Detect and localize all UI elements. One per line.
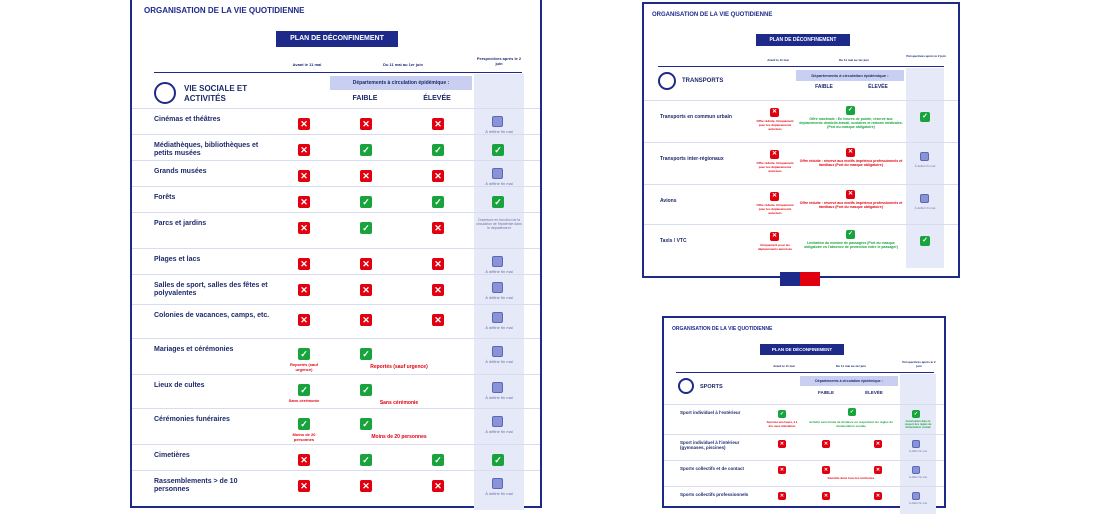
col-high: ÉLEVÉE xyxy=(865,390,883,395)
table-row xyxy=(132,374,540,408)
cross-icon: ✕ xyxy=(779,441,785,447)
check-icon: ✓ xyxy=(360,196,372,208)
col-period: Du 11 mai au 1er juin xyxy=(383,62,423,67)
calendar-icon xyxy=(492,282,503,293)
cross-icon: ✕ xyxy=(847,149,854,155)
cross-icon: ✕ xyxy=(432,284,444,296)
cross-icon: ✕ xyxy=(360,314,372,326)
cross-icon: ✕ xyxy=(360,480,372,492)
check-icon: ✓ xyxy=(492,454,504,466)
row-label: Plages et lacs xyxy=(154,256,201,263)
calendar-icon xyxy=(492,478,503,489)
before-note: Offre réduite. Uniquement pour les déplacements autorisés xyxy=(756,161,794,173)
calendar-icon xyxy=(912,466,920,474)
row-label: Sport individuel à l'extérieur xyxy=(680,410,741,415)
row-label: Salles de sport, salles des fêtes et polyvalentes xyxy=(154,282,268,298)
section-title: SPORTS xyxy=(700,384,723,390)
cross-icon: ✕ xyxy=(298,118,310,130)
row-label: Transports en commun urbain xyxy=(660,114,732,120)
check-icon: ✓ xyxy=(432,196,444,208)
check-icon: ✓ xyxy=(492,196,504,208)
row-label: Lieux de cultes xyxy=(154,382,205,389)
col-period: Du 11 mai au 1er juin xyxy=(836,364,866,368)
define-note: À définir fin mai xyxy=(485,491,513,496)
check-icon: ✓ xyxy=(360,222,372,234)
check-icon: ✓ xyxy=(920,112,930,122)
col-before: Avant le 11 mai xyxy=(767,58,789,62)
plan-title: PLAN DE DÉCONFINEMENT xyxy=(756,34,850,46)
check-icon: ✓ xyxy=(779,411,785,417)
cross-icon: ✕ xyxy=(298,196,310,208)
define-note: À définir fin mai xyxy=(485,429,513,434)
check-icon: ✓ xyxy=(298,384,310,396)
define-note: À définir fin mai xyxy=(914,164,936,168)
cross-icon: ✕ xyxy=(432,118,444,130)
table-row xyxy=(132,338,540,374)
cross-icon: ✕ xyxy=(360,258,372,270)
check-icon: ✓ xyxy=(847,231,854,237)
cross-icon: ✕ xyxy=(432,314,444,326)
period-note: Moins de 20 personnes xyxy=(371,434,427,440)
republic-logo xyxy=(780,272,820,286)
calendar-icon xyxy=(492,346,503,357)
define-note: À définir fin mai xyxy=(909,502,927,505)
dept-box: Départements à circulation épidémique : xyxy=(796,70,904,81)
dept-box: Départements à circulation épidémique : xyxy=(800,376,898,386)
check-icon: ✓ xyxy=(360,454,372,466)
cross-icon: ✕ xyxy=(432,222,444,234)
persp-note: Autorisation dans le respect des règles de distanciation sociale xyxy=(904,420,932,429)
check-icon: ✓ xyxy=(298,418,310,430)
check-icon: ✓ xyxy=(360,348,372,360)
calendar-icon xyxy=(492,382,503,393)
cross-icon: ✕ xyxy=(823,467,829,473)
col-low: FAIBLE xyxy=(352,95,378,102)
plan-title: PLAN DE DÉCONFINEMENT xyxy=(760,344,844,355)
row-label: Cimetières xyxy=(154,452,190,459)
cross-icon: ✕ xyxy=(298,480,310,492)
col-low: FAIBLE xyxy=(815,84,833,90)
cross-icon: ✕ xyxy=(823,493,829,499)
cross-icon: ✕ xyxy=(298,454,310,466)
cross-icon: ✕ xyxy=(360,118,372,130)
calendar-icon xyxy=(492,416,503,427)
period-note: Sans cérémonie xyxy=(379,400,419,406)
row-label: Cinémas et théâtres xyxy=(154,116,221,123)
check-icon: ✓ xyxy=(360,144,372,156)
col-persp: Perspectives après le 2 juin xyxy=(902,360,936,368)
sheet-header: ORGANISATION DE LA VIE QUOTIDIENNE xyxy=(672,326,773,332)
section-badge-icon xyxy=(154,82,176,104)
sheet-transports xyxy=(642,2,960,278)
cross-icon: ✕ xyxy=(771,233,778,239)
table-row xyxy=(132,408,540,444)
sheet-header: ORGANISATION DE LA VIE QUOTIDIENNE xyxy=(652,12,773,18)
period-note: Limitation du nombre de passagers (Port du masque obligatoire en l'absence de protection entre le passager) xyxy=(804,241,898,249)
define-note: À définir fin mai xyxy=(485,295,513,300)
period-note: Offre maximale : En heures de pointe, réservé aux déplacements domicile-travail, scolaires et raisons médicales. (Port du masque obligatoire) xyxy=(799,117,903,129)
sheet-vie-sociale xyxy=(130,0,542,508)
table-row xyxy=(132,304,540,338)
section-badge-icon xyxy=(678,378,694,394)
row-label: Taxis / VTC xyxy=(660,238,687,244)
col-persp: Perspectives après le 2 juin xyxy=(906,54,946,58)
table-row xyxy=(664,460,944,486)
row-label: Rassemblements > de 10 personnes xyxy=(154,478,238,494)
check-icon: ✓ xyxy=(492,144,504,156)
cross-icon: ✕ xyxy=(298,170,310,182)
row-label: Médiathèques, bibliothèques et petits musées xyxy=(154,142,259,158)
calendar-icon xyxy=(920,152,929,161)
define-note: À définir fin mai xyxy=(485,359,513,364)
cross-icon: ✕ xyxy=(298,284,310,296)
cross-icon: ✕ xyxy=(432,480,444,492)
calendar-icon xyxy=(912,492,920,500)
define-note: À définir fin mai xyxy=(485,129,513,134)
section-badge-icon xyxy=(658,72,676,90)
check-icon: ✓ xyxy=(432,454,444,466)
before-note: Autorisé une heure, à 1 km, avec attestation xyxy=(766,420,798,428)
calendar-icon xyxy=(492,116,503,127)
row-label: Parcs et jardins xyxy=(154,220,207,227)
col-period: Du 11 mai au 1er juin xyxy=(839,58,869,62)
check-icon: ✓ xyxy=(913,411,919,417)
cross-icon: ✕ xyxy=(298,258,310,270)
calendar-icon xyxy=(492,312,503,323)
check-icon: ✓ xyxy=(920,236,930,246)
check-icon: ✓ xyxy=(847,107,854,113)
col-before: Avant le 11 mai xyxy=(292,62,322,67)
define-note: À définir fin mai xyxy=(914,206,936,210)
cross-icon: ✕ xyxy=(771,151,778,157)
table-row xyxy=(664,404,944,434)
col-persp: Perspectives après le 2 juin xyxy=(476,56,522,66)
row-label: Transports inter-régionaux xyxy=(660,156,724,162)
calendar-icon xyxy=(492,256,503,267)
cross-icon: ✕ xyxy=(875,493,881,499)
row-label: Avions xyxy=(660,198,677,204)
cross-icon: ✕ xyxy=(298,144,310,156)
row-label: Grands musées xyxy=(154,168,207,175)
sheet-header: ORGANISATION DE LA VIE QUOTIDIENNE xyxy=(144,6,305,15)
row-label: Sports collectifs et de contact xyxy=(680,466,745,471)
period-note: Reportés (sauf urgence) xyxy=(370,364,428,370)
check-icon: ✓ xyxy=(298,348,310,360)
define-note: À définir fin mai xyxy=(909,476,927,479)
calendar-icon xyxy=(912,440,920,448)
period-note: Activité sans limite de distance en respectant les règles de distanciation sociale xyxy=(809,420,893,428)
before-note: Offre réduite. Uniquement pour les déplacements autorisés xyxy=(756,119,794,131)
cross-icon: ✕ xyxy=(875,467,881,473)
calendar-icon xyxy=(920,194,929,203)
define-note: À définir fin mai xyxy=(485,395,513,400)
cross-icon: ✕ xyxy=(779,467,785,473)
sheet-sports xyxy=(662,316,946,508)
row-label: Mariages et cérémonies xyxy=(154,346,234,353)
col-high: ÉLEVÉE xyxy=(423,95,451,102)
check-icon: ✓ xyxy=(432,144,444,156)
row-label: Colonies de vacances, camps, etc. xyxy=(154,312,270,319)
period-note: Offre réduite : réservé aux motifs impérieux professionnels et familiaux (Port du masque obligatoire) xyxy=(799,201,903,209)
dept-box: Départements à circulation épidémique : xyxy=(330,76,472,90)
before-note: Reportés (sauf urgence) xyxy=(289,362,318,372)
define-note: À définir fin mai xyxy=(485,181,513,186)
cross-icon: ✕ xyxy=(360,170,372,182)
cross-icon: ✕ xyxy=(432,170,444,182)
period-note: Interdits dans tous les territoires xyxy=(827,476,875,480)
row-label: Sports collectifs professionnels xyxy=(680,492,749,497)
cross-icon: ✕ xyxy=(771,109,778,115)
define-note: À définir fin mai xyxy=(909,450,927,453)
calendar-icon xyxy=(492,168,503,179)
cross-icon: ✕ xyxy=(875,441,881,447)
cross-icon: ✕ xyxy=(779,493,785,499)
define-note: À définir fin mai xyxy=(485,269,513,274)
before-note: Offre réduite. Uniquement pour les déplacements autorisés xyxy=(756,203,794,215)
before-note: Uniquement pour les déplacements autorisés xyxy=(757,243,793,251)
cross-icon: ✕ xyxy=(298,314,310,326)
cross-icon: ✕ xyxy=(823,441,829,447)
cross-icon: ✕ xyxy=(360,284,372,296)
cross-icon: ✕ xyxy=(847,191,854,197)
define-note: À définir fin mai xyxy=(485,325,513,330)
parks-note: Ouverture en fonction de la circulation de l'épidémie dans le département xyxy=(476,218,522,230)
col-high: ÉLEVÉE xyxy=(868,84,888,90)
col-before: Avant le 11 mai xyxy=(773,364,795,368)
cross-icon: ✕ xyxy=(298,222,310,234)
cross-icon: ✕ xyxy=(771,193,778,199)
before-note: Moins de 20 personnes xyxy=(292,432,316,442)
cross-icon: ✕ xyxy=(432,258,444,270)
check-icon: ✓ xyxy=(849,409,855,415)
row-label: Forêts xyxy=(154,194,176,201)
period-note: Offre réduite : réservé aux motifs impérieux professionnels et familiaux (Port du masque obligatoire) xyxy=(799,159,903,167)
check-icon: ✓ xyxy=(360,418,372,430)
section-title: TRANSPORTS xyxy=(682,78,724,84)
plan-title: PLAN DE DÉCONFINEMENT xyxy=(276,31,398,47)
section-title: VIE SOCIALE ET ACTIVITÉS xyxy=(184,84,248,103)
check-icon: ✓ xyxy=(360,384,372,396)
row-label: Cérémonies funéraires xyxy=(154,416,230,423)
col-low: FAIBLE xyxy=(817,390,834,395)
before-note: Sans cérémonie xyxy=(288,398,320,403)
row-label: Sport individuel à l'intérieur (gymnases, piscines) xyxy=(680,440,740,451)
